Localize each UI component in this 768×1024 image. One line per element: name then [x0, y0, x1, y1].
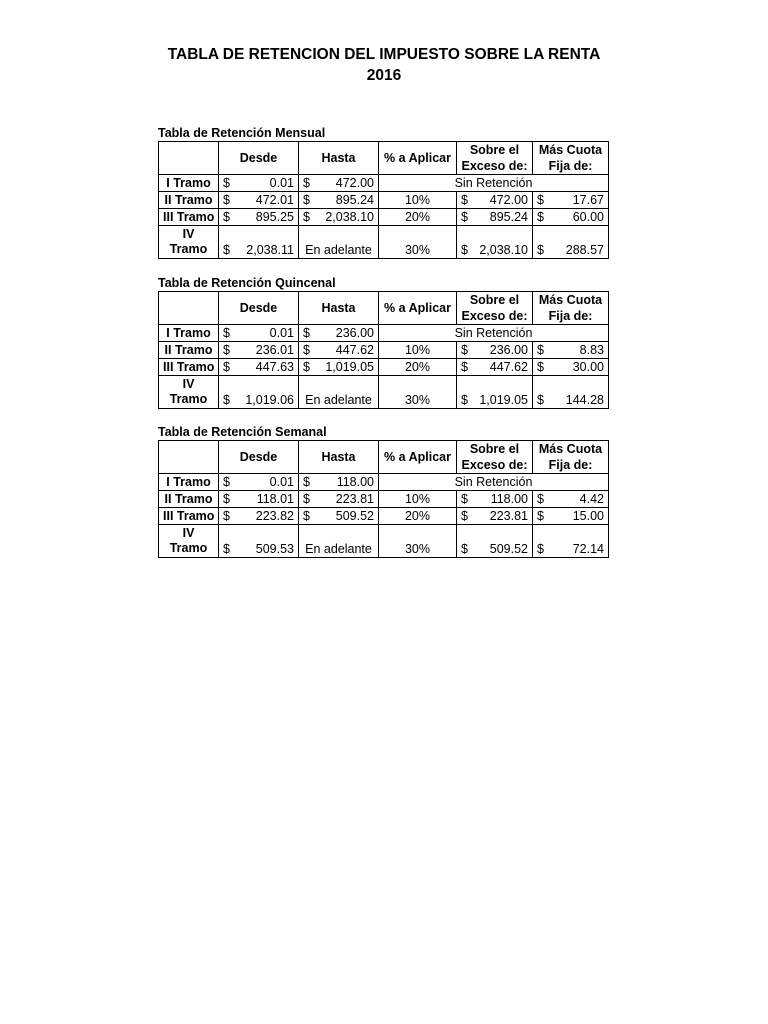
header-cell-empty [159, 441, 219, 474]
tramo-label: II Tramo [159, 491, 219, 508]
hasta-cell: $ 236.00 [299, 325, 379, 342]
exceso-cell: $ 2,038.10 [457, 226, 533, 259]
table-row [159, 491, 609, 508]
cuota-cell: $ 17.67 [533, 192, 609, 209]
tramo-label: IV Tramo [159, 226, 219, 259]
header-aplicar: % a Aplicar [379, 142, 457, 175]
aplicar-cell: 30% [379, 376, 457, 409]
table-row [159, 359, 609, 376]
table-section-quincenal [158, 275, 608, 409]
cuota-cell: $ 30.00 [533, 359, 609, 376]
tramo-label: II Tramo [159, 342, 219, 359]
hasta-cell: $ 118.00 [299, 474, 379, 491]
header-hasta: Hasta [299, 292, 379, 325]
cuota-cell: $ 15.00 [533, 508, 609, 525]
table-row [159, 376, 609, 409]
hasta-cell: $ 472.00 [299, 175, 379, 192]
desde-cell: $ 0.01 [219, 325, 299, 342]
header-hasta: Hasta [299, 441, 379, 474]
header-cuota: Más Cuota Fija de: [533, 292, 609, 325]
cuota-cell: $ 72.14 [533, 525, 609, 558]
aplicar-cell: 10% [379, 491, 457, 508]
exceso-cell: $ 236.00 [457, 342, 533, 359]
tramo-label: IV Tramo [159, 376, 219, 409]
table-row [159, 192, 609, 209]
desde-cell: $ 472.01 [219, 192, 299, 209]
table-row [159, 474, 609, 491]
header-aplicar: % a Aplicar [379, 441, 457, 474]
sin-retencion-cell: Sin Retención [379, 474, 609, 491]
table-row [159, 209, 609, 226]
cuota-cell: $ 4.42 [533, 491, 609, 508]
hasta-cell: $ 447.62 [299, 342, 379, 359]
desde-cell: $ 0.01 [219, 175, 299, 192]
hasta-cell: $ 895.24 [299, 192, 379, 209]
desde-cell: $ 2,038.11 [219, 226, 299, 259]
tramo-label: I Tramo [159, 474, 219, 491]
aplicar-cell: 30% [379, 525, 457, 558]
exceso-cell: $ 472.00 [457, 192, 533, 209]
header-row [159, 441, 609, 474]
header-cell-empty [159, 292, 219, 325]
header-aplicar: % a Aplicar [379, 292, 457, 325]
hasta-cell: $ 509.52 [299, 508, 379, 525]
header-exceso: Sobre el Exceso de: [457, 292, 533, 325]
table-row [159, 525, 609, 558]
desde-cell: $ 509.53 [219, 525, 299, 558]
desde-cell: $ 0.01 [219, 474, 299, 491]
cuota-cell: $ 60.00 [533, 209, 609, 226]
header-exceso: Sobre el Exceso de: [457, 142, 533, 175]
title-line-1: TABLA DE RETENCION DEL IMPUESTO SOBRE LA RENTA [167, 46, 601, 63]
exceso-cell: $ 118.00 [457, 491, 533, 508]
table-title: Tabla de Retención Semanal [158, 425, 327, 439]
table-row [159, 226, 609, 259]
sin-retencion-cell: Sin Retención [379, 325, 609, 342]
tramo-label: I Tramo [159, 175, 219, 192]
hasta-cell: $ 2,038.10 [299, 209, 379, 226]
aplicar-cell: 10% [379, 342, 457, 359]
aplicar-cell: 10% [379, 192, 457, 209]
table-title: Tabla de Retención Quincenal [158, 276, 336, 290]
header-cuota: Más Cuota Fija de: [533, 441, 609, 474]
retention-table-quincenal [158, 291, 609, 409]
header-row [159, 142, 609, 175]
tramo-label: IV Tramo [159, 525, 219, 558]
hasta-cell: $ 1,019.05 [299, 359, 379, 376]
retention-table-mensual [158, 141, 609, 259]
aplicar-cell: 20% [379, 209, 457, 226]
header-desde: Desde [219, 142, 299, 175]
table-row [159, 175, 609, 192]
cuota-cell: $ 288.57 [533, 226, 609, 259]
desde-cell: $ 223.82 [219, 508, 299, 525]
document-title [0, 44, 768, 86]
aplicar-cell: 20% [379, 508, 457, 525]
table-section-semanal [158, 424, 608, 558]
cuota-cell: $ 8.83 [533, 342, 609, 359]
aplicar-cell: 20% [379, 359, 457, 376]
header-row [159, 292, 609, 325]
header-cell-empty [159, 142, 219, 175]
cuota-cell: $ 144.28 [533, 376, 609, 409]
desde-cell: $ 236.01 [219, 342, 299, 359]
header-desde: Desde [219, 441, 299, 474]
desde-cell: $ 1,019.06 [219, 376, 299, 409]
exceso-cell: $ 895.24 [457, 209, 533, 226]
exceso-cell: $ 1,019.05 [457, 376, 533, 409]
tramo-label: II Tramo [159, 192, 219, 209]
table-row [159, 325, 609, 342]
exceso-cell: $ 447.62 [457, 359, 533, 376]
table-title: Tabla de Retención Mensual [158, 126, 326, 140]
desde-cell: $ 118.01 [219, 491, 299, 508]
exceso-cell: $ 223.81 [457, 508, 533, 525]
exceso-cell: $ 509.52 [457, 525, 533, 558]
desde-cell: $ 447.63 [219, 359, 299, 376]
desde-cell: $ 895.25 [219, 209, 299, 226]
tramo-label: III Tramo [159, 359, 219, 376]
header-exceso: Sobre el Exceso de: [457, 441, 533, 474]
tramo-label: I Tramo [159, 325, 219, 342]
table-section-mensual [158, 125, 608, 259]
retention-table-semanal [158, 440, 609, 558]
header-cuota: Más Cuota Fija de: [533, 142, 609, 175]
hasta-cell: $ 223.81 [299, 491, 379, 508]
tramo-label: III Tramo [159, 508, 219, 525]
aplicar-cell: 30% [379, 226, 457, 259]
hasta-cell: En adelante [299, 226, 379, 259]
hasta-cell: En adelante [299, 525, 379, 558]
table-row [159, 508, 609, 525]
header-desde: Desde [219, 292, 299, 325]
table-row [159, 342, 609, 359]
hasta-cell: En adelante [299, 376, 379, 409]
sin-retencion-cell: Sin Retención [379, 175, 609, 192]
header-hasta: Hasta [299, 142, 379, 175]
tramo-label: III Tramo [159, 209, 219, 226]
title-line-2: 2016 [366, 67, 402, 84]
